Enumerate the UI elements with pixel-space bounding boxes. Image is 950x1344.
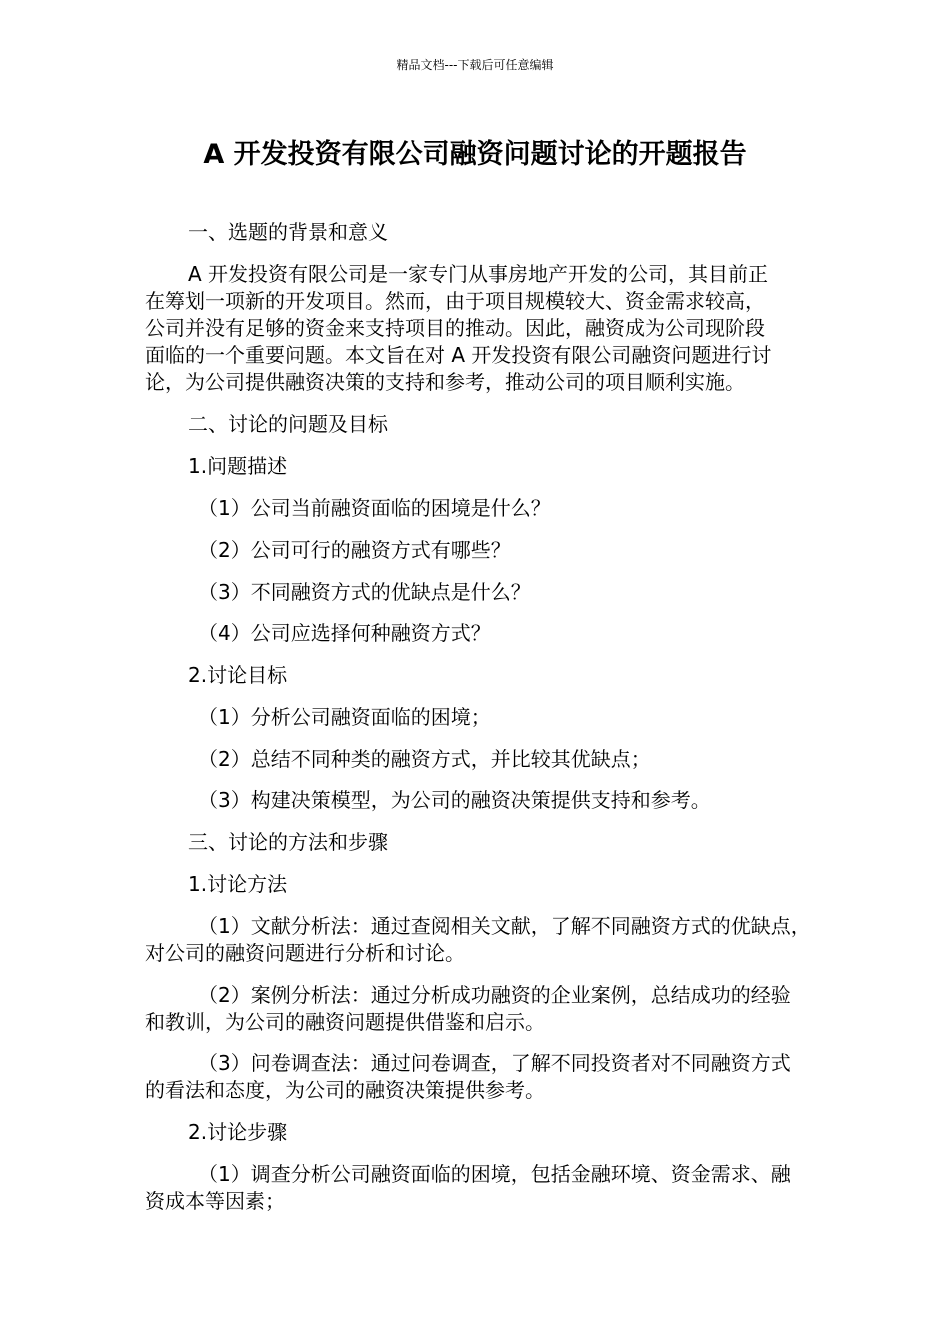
item-line: （1）调查分析公司融资面临的困境，包括金融环境、资金需求、融 <box>198 1162 791 1186</box>
list-item: （2）公司可行的融资方式有哪些？ <box>198 538 511 562</box>
item-line: （1）文献分析法：通过查阅相关文献，了解不同融资方式的优缺点， <box>198 914 811 938</box>
paragraph-line: 在筹划一项新的开发项目。然而，由于项目规模较大、资金需求较高， <box>145 289 765 313</box>
item-line: （2）案例分析法：通过分析成功融资的企业案例，总结成功的经验 <box>198 983 791 1007</box>
section-heading: 一、选题的背景和意义 <box>188 220 388 244</box>
list-item: （4）公司应选择何种融资方式？ <box>198 621 491 645</box>
subsection-heading: 2.讨论步骤 <box>188 1120 288 1144</box>
paragraph-line: A 开发投资有限公司是一家专门从事房地产开发的公司，其目前正 <box>188 262 769 286</box>
subsection-heading: 2.讨论目标 <box>188 663 288 687</box>
list-item: （1）公司当前融资面临的困境是什么？ <box>198 496 551 520</box>
item-line: 对公司的融资问题进行分析和讨论。 <box>145 941 465 965</box>
list-item: （2）总结不同种类的融资方式，并比较其优缺点； <box>198 747 651 771</box>
item-line: 资成本等因素； <box>145 1189 285 1213</box>
item-line: 和教训，为公司的融资问题提供借鉴和启示。 <box>145 1010 545 1034</box>
list-item: （3）不同融资方式的优缺点是什么？ <box>198 580 531 604</box>
subsection-heading: 1.讨论方法 <box>188 872 288 896</box>
page-header: 精品文档---下载后可任意编辑 <box>396 58 554 72</box>
paragraph-line: 面临的一个重要问题。本文旨在对 A 开发投资有限公司融资问题进行讨 <box>145 343 772 367</box>
paragraph-line: 公司并没有足够的资金来支持项目的推动。因此，融资成为公司现阶段 <box>145 316 765 340</box>
item-line: （3）问卷调查法：通过问卷调查，了解不同投资者对不同融资方式 <box>198 1051 791 1075</box>
subsection-heading: 1.问题描述 <box>188 454 288 478</box>
document-title: A 开发投资有限公司融资问题讨论的开题报告 <box>203 139 747 170</box>
list-item: （1）分析公司融资面临的困境； <box>198 705 491 729</box>
section-heading: 三、讨论的方法和步骤 <box>188 830 388 854</box>
paragraph-line: 论，为公司提供融资决策的支持和参考，推动公司的项目顺利实施。 <box>145 370 745 394</box>
list-item: （3）构建决策模型，为公司的融资决策提供支持和参考。 <box>198 788 711 812</box>
section-heading: 二、讨论的问题及目标 <box>188 412 388 436</box>
item-line: 的看法和态度，为公司的融资决策提供参考。 <box>145 1078 545 1102</box>
